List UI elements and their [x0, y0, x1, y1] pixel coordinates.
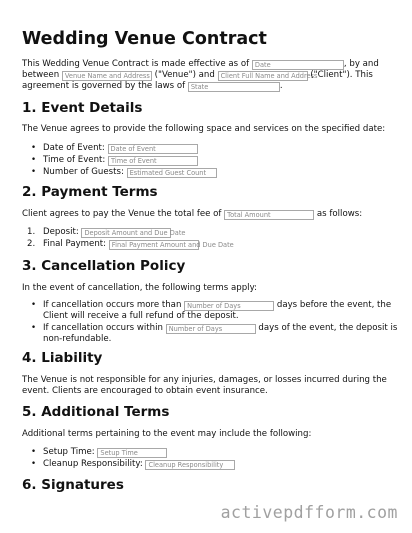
list-item: • If cancellation occurs within Number of Days days of the event, the deposit is non-refundable.	[31, 323, 398, 344]
refund-days-field[interactable]: Number of Days	[184, 301, 274, 311]
guest-count-field[interactable]: Estimated Guest Count	[127, 168, 217, 178]
venue-name-field[interactable]: Venue Name and Address	[62, 71, 152, 81]
setup-time-field[interactable]: Setup Time	[97, 448, 167, 458]
final-payment-field[interactable]: Final Payment Amount and Due Date	[109, 240, 199, 250]
intro-line-3: agreement is governed by the laws of State .	[22, 81, 283, 91]
cleanup-responsibility-field[interactable]: Cleanup Responsibility	[145, 460, 235, 470]
watermark: activepdfform.com	[220, 503, 398, 522]
list-item: 2. Final Payment: Final Payment Amount and Due Date	[27, 239, 234, 249]
payment-terms-list	[22, 226, 234, 250]
list-item: • Time of Event: Time of Event	[22, 154, 217, 166]
payment-terms-text: Client agrees to pay the Venue the total fee of Total Amount as follows:	[22, 209, 363, 219]
list-item: • Number of Guests: Estimated Guest Count	[22, 166, 217, 178]
event-date-field[interactable]: Date of Event	[108, 144, 198, 154]
section-heading-signatures: 6. Signatures	[22, 477, 124, 493]
deposit-field[interactable]: Deposit Amount and Due Date	[81, 228, 171, 238]
section-heading-liability: 4. Liability	[22, 350, 103, 366]
bullet-icon: •	[31, 300, 37, 310]
bullet-icon: •	[31, 323, 37, 333]
event-time-field[interactable]: Time of Event	[108, 156, 198, 166]
bullet-icon: •	[31, 167, 37, 177]
section-heading-event-details: 1. Event Details	[22, 100, 143, 116]
non-refundable-days-field[interactable]: Number of Days	[166, 324, 256, 334]
section-heading-additional-terms: 5. Additional Terms	[22, 404, 170, 420]
bullet-icon: •	[31, 143, 37, 153]
cancellation-text: In the event of cancellation, the following terms apply:	[22, 283, 257, 293]
list-item: • Date of Event: Date of Event	[22, 142, 217, 154]
additional-terms-text: Additional terms pertaining to the event may include the following:	[22, 429, 312, 439]
list-item: • Cleanup Responsibility: Cleanup Responsibility	[22, 458, 235, 470]
list-item: • If cancellation occurs more than Number of Days days before the event, the Client will receive a full refund of the deposit.	[31, 300, 392, 321]
intro-line-1: This Wedding Venue Contract is made effective as of Date , by and	[22, 59, 379, 69]
additional-terms-list	[22, 446, 235, 470]
client-name-field[interactable]: Client Full Name and Address	[218, 71, 308, 81]
total-amount-field[interactable]: Total Amount	[224, 210, 314, 220]
page-title: Wedding Venue Contract	[22, 29, 267, 49]
event-details-list	[22, 142, 217, 178]
effective-date-field[interactable]: Date	[252, 60, 344, 70]
section-heading-payment-terms: 2. Payment Terms	[22, 184, 158, 200]
liability-line-1: The Venue is not responsible for any injuries, damages, or losses incurred during the	[22, 375, 387, 385]
cancellation-list	[22, 300, 397, 345]
bullet-icon: •	[31, 459, 37, 469]
list-item: • Setup Time: Setup Time	[22, 446, 235, 458]
state-field[interactable]: State	[188, 82, 280, 92]
liability-line-2: event. Clients are encouraged to obtain event insurance.	[22, 386, 268, 396]
intro-line-2: between Venue Name and Address ("Venue") and Client Full Name and Address ("Client"). This	[22, 70, 373, 80]
bullet-icon: •	[31, 447, 37, 457]
section-heading-cancellation-policy: 3. Cancellation Policy	[22, 258, 186, 274]
bullet-icon: •	[31, 155, 37, 165]
event-details-text: The Venue agrees to provide the following space and services on the specified date:	[22, 124, 386, 134]
list-item: 1. Deposit: Deposit Amount and Due Date	[27, 227, 186, 237]
